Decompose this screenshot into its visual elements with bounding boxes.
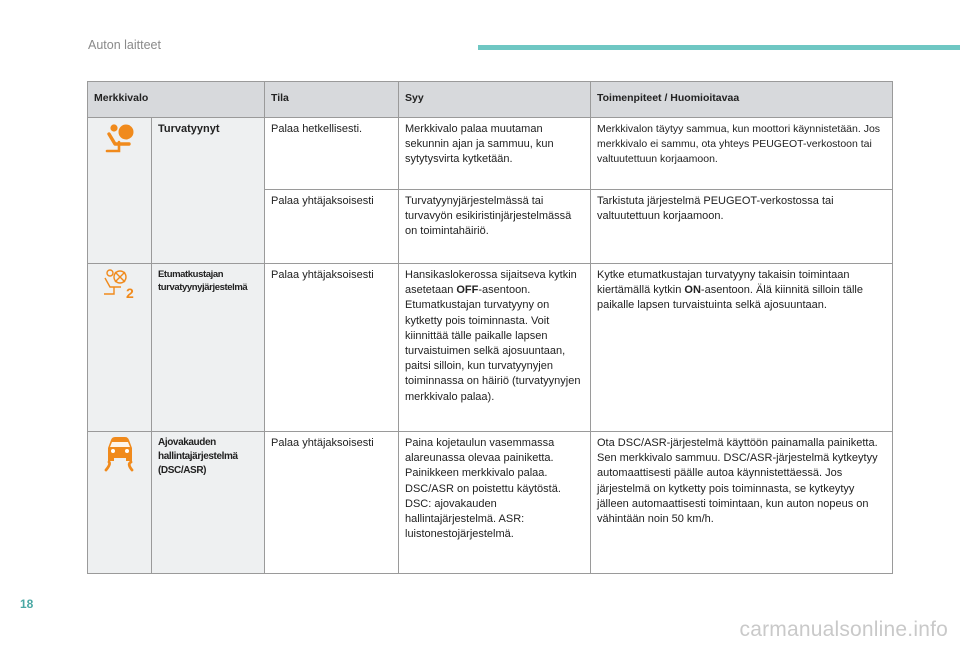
col-header-toimenpiteet: Toimenpiteet / Huomioitavaa: [591, 82, 893, 118]
stability-control-off-icon: [94, 436, 145, 472]
toimenpide-cell: Merkkivalon täytyy sammua, kun moottori käynnistetään. Jos merkkivalo ei sammu, ota yhteys PEUGEOT-verkostoon tai valtuutettuun korjaamoon.: [591, 118, 893, 190]
tila-cell: Palaa yhtäjaksoisesti: [265, 190, 399, 264]
tila-cell: Palaa yhtäjaksoisesti: [265, 264, 399, 432]
toimenpide-text-post: -asentoon. Älä kiinnitä silloin tälle paikalle lapsen turvaistuinta selkä ajosuuntaan.: [597, 284, 863, 312]
light-name: Etumatkustajan turvatyynyjärjestelmä: [152, 264, 265, 432]
page-number: 18: [20, 597, 34, 611]
svg-text:2: 2: [125, 285, 134, 300]
icon-cell: [88, 432, 152, 574]
light-name: Ajovakauden hallintajärjestelmä (DSC/ASR): [152, 432, 265, 574]
warning-lights-table: [87, 81, 893, 574]
passenger-airbag-off-icon: [94, 268, 145, 300]
tila-cell: Palaa hetkellisesti.: [265, 118, 399, 190]
airbag-warning-icon: [94, 122, 145, 156]
toimenpide-cell: [591, 264, 893, 432]
watermark: carmanualsonline.info: [739, 618, 948, 641]
syy-cell: Turvatyynyjärjestelmässä tai turvavyön esikiristinjärjestelmässä on toimintahäiriö.: [399, 190, 591, 264]
toimenpide-text-on: ON: [684, 284, 701, 297]
header-accent-bar: [478, 45, 960, 50]
col-header-merkkivalo: Merkkivalo: [88, 82, 265, 118]
toimenpide-cell: Ota DSC/ASR-järjestelmä käyttöön painamalla painiketta. Sen merkkivalo sammuu. DSC/ASR-järjestelmä kytkeytyy automaattisesti päälle autoa käynnistettäessä. Jos järjestelmä on kytketty pois toiminnasta, se kytkeytyy jälleen automaattisesti toimintaan, kun auton nopeus on vähintään noin 50 km/h.: [591, 432, 893, 574]
light-name: Turvatyynyt: [152, 118, 265, 264]
tila-cell: Palaa yhtäjaksoisesti: [265, 432, 399, 574]
table-row: [88, 264, 893, 432]
syy-cell: Paina kojetaulun vasemmassa alareunassa olevaa painiketta. Painikkeen merkkivalo palaa. DSC/ASR on poistettu käytöstä. DSC: ajovakauden hallintajärjestelmä. ASR: luistonestojärjestelmä.: [399, 432, 591, 574]
syy-cell: Merkkivalo palaa muutaman sekunnin ajan ja sammuu, kun sytytysvirta kytketään.: [399, 118, 591, 190]
toimenpide-text-pre: Kytke etumatkustajan turvatyyny takaisin toimintaan kiertämällä kytkin: [597, 269, 850, 297]
syy-text-off: OFF: [456, 284, 479, 297]
table-header-row: [88, 82, 893, 118]
col-header-tila: Tila: [265, 82, 399, 118]
col-header-syy: Syy: [399, 82, 591, 118]
toimenpide-cell: Tarkistuta järjestelmä PEUGEOT-verkostossa tai valtuutettuun korjaamoon.: [591, 190, 893, 264]
section-title: Auton laitteet: [88, 38, 161, 52]
syy-text-post: -asentoon. Etumatkustajan turvatyyny on kytketty pois toiminnasta. Voit kiinnittää tälle paikalle lapsen turvaistuimen selkä ajosuuntaan, paitsi silloin, kun turvatyynyjen toiminnassa on häiriö (turvatyynyjen merkkivalo palaa).: [405, 284, 581, 403]
syy-cell: [399, 264, 591, 432]
icon-cell: [88, 118, 152, 264]
table-row: [88, 118, 893, 190]
table-row: [88, 432, 893, 574]
icon-cell: [88, 264, 152, 432]
syy-text-pre: Hansikaslokerossa sijaitseva kytkin asetetaan: [405, 269, 577, 297]
